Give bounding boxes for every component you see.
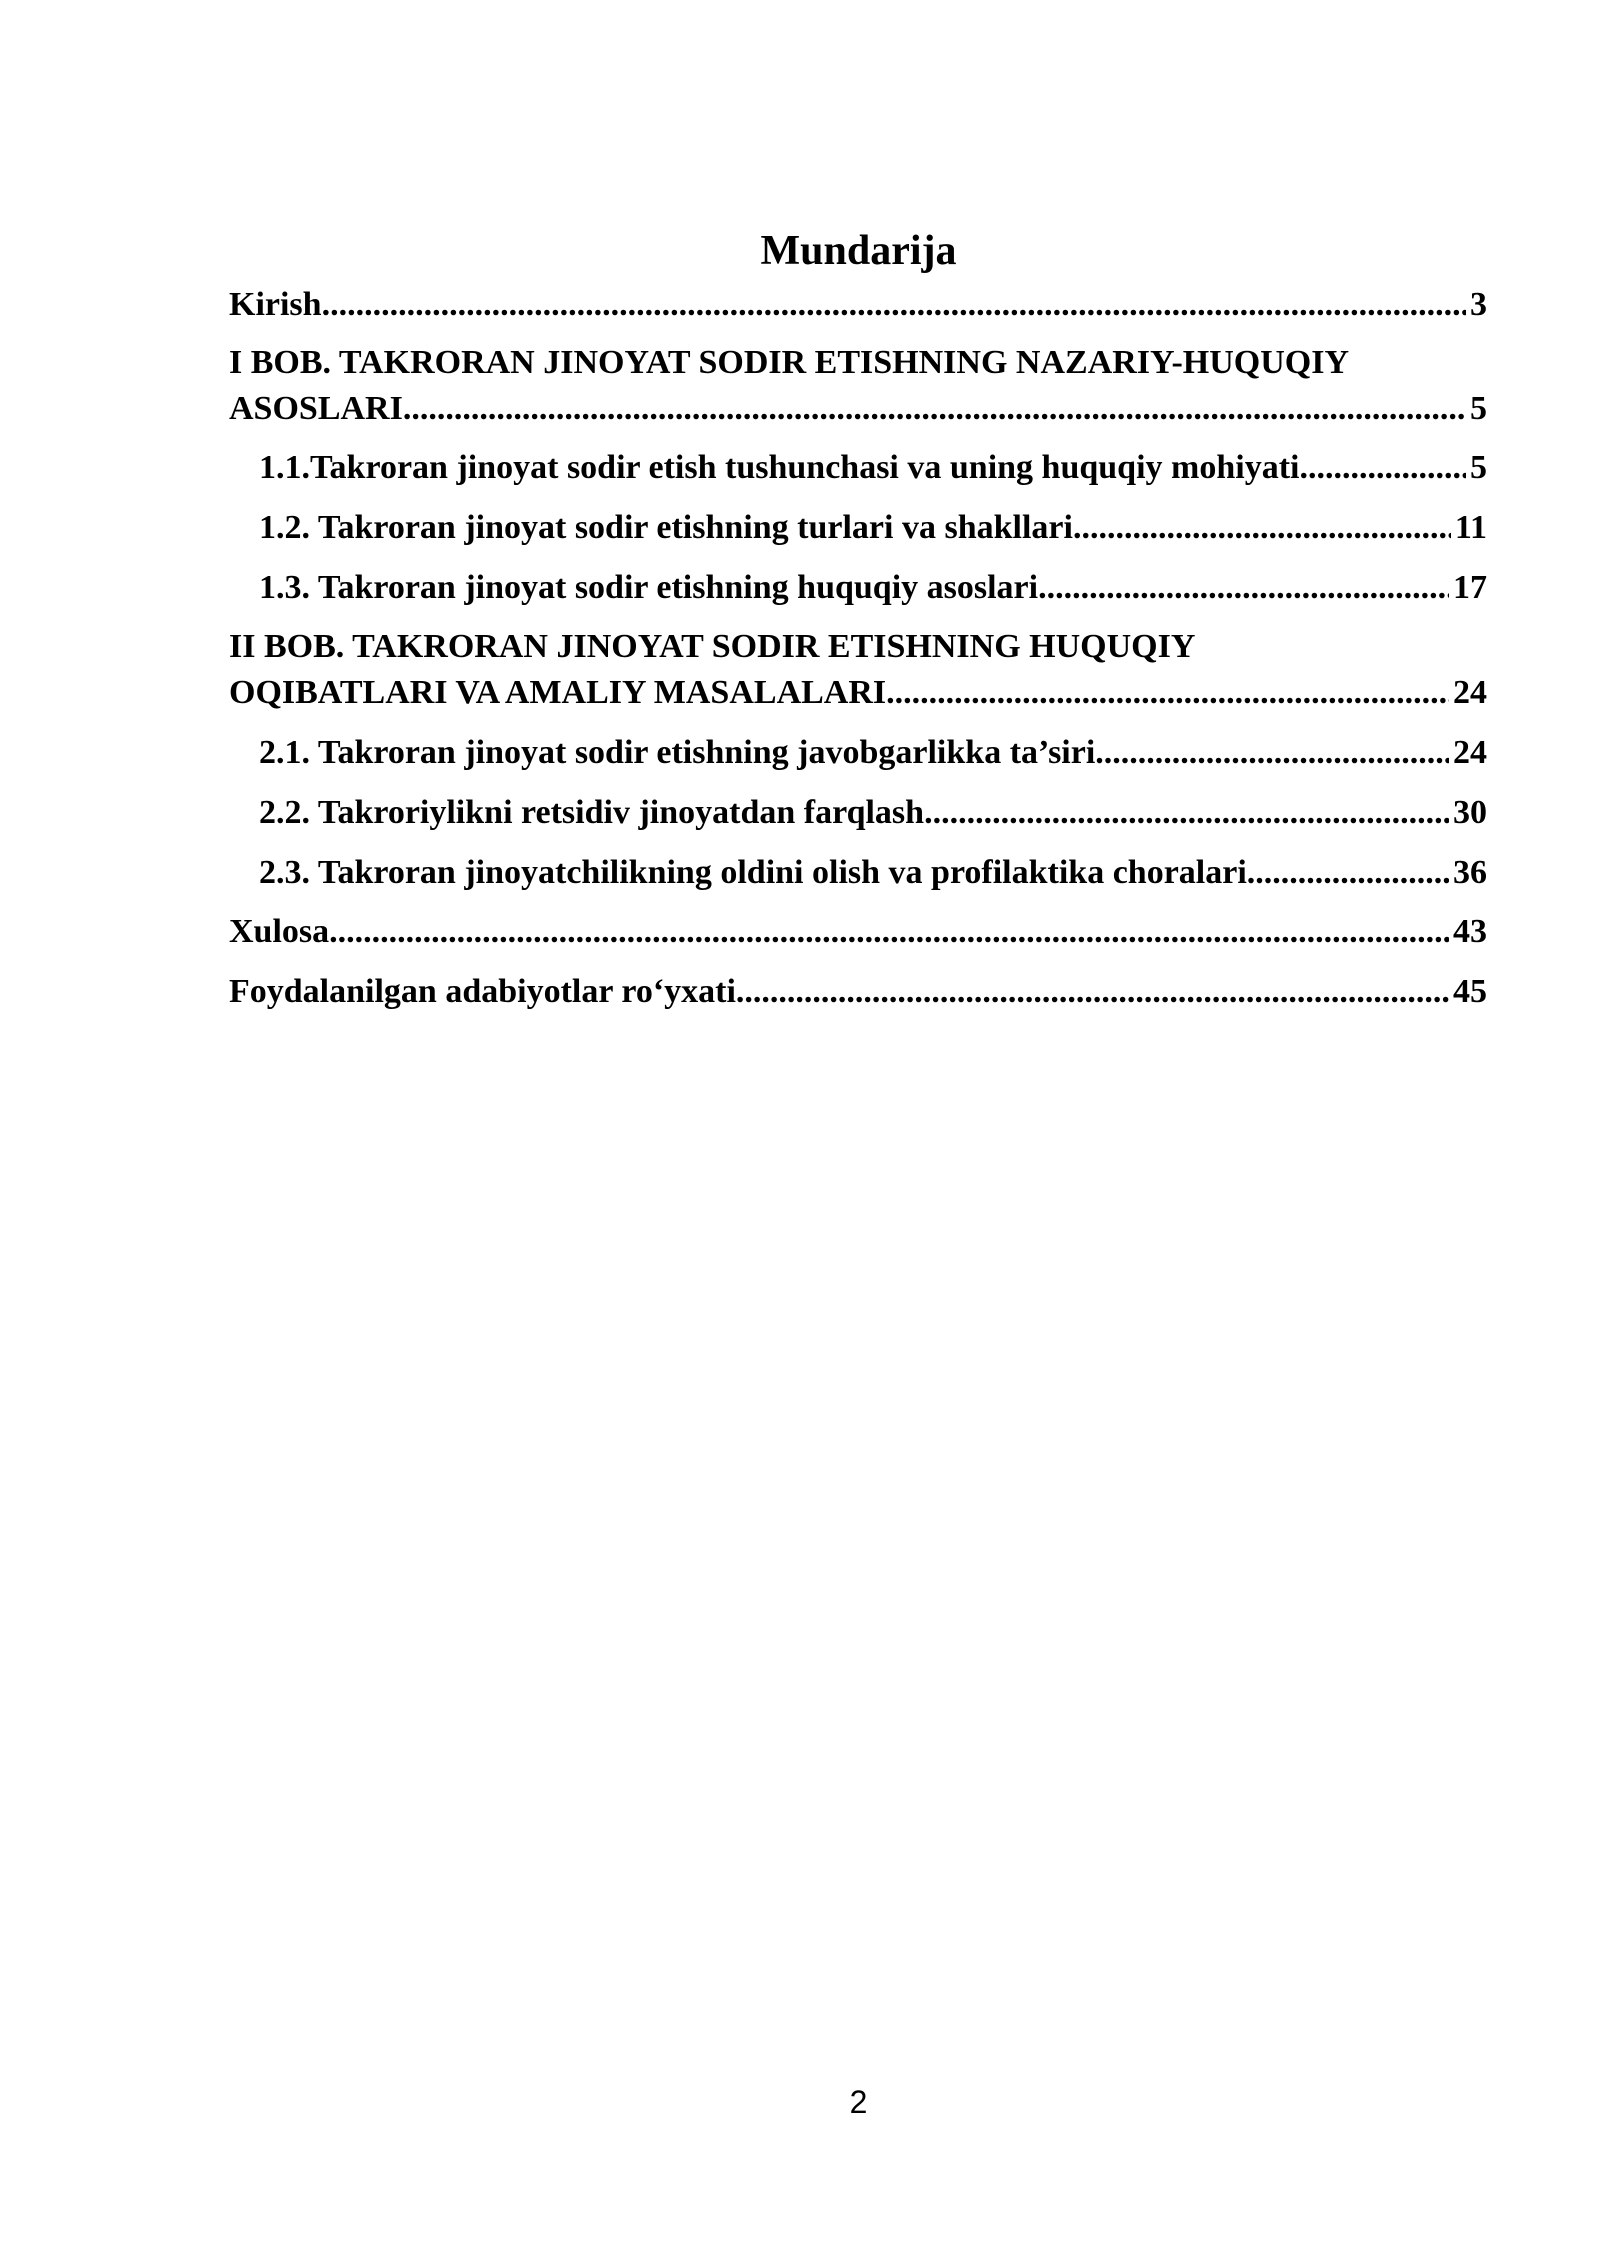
toc-entry-label: 1.1.Takroran jinoyat sodir etish tushunchasi va uning huquqiy mohiyati	[259, 449, 1300, 486]
toc-page-number: 24	[1453, 734, 1487, 771]
toc-page-number: 43	[1453, 913, 1487, 950]
toc-entry-label: Kirish	[229, 286, 322, 323]
toc-entry-chapter-2[interactable]	[229, 624, 1487, 716]
toc-page-number: 5	[1470, 449, 1487, 486]
toc-entry-section-2-1[interactable]	[259, 730, 1487, 776]
table-of-contents	[229, 0, 1487, 1100]
dot-leader	[329, 909, 1449, 955]
toc-entry-label-continued: ASOSLARI	[229, 390, 403, 427]
page-number: 2	[849, 2084, 868, 2120]
dot-leader	[924, 790, 1449, 836]
dot-leader	[403, 386, 1466, 432]
dot-leader	[886, 670, 1449, 716]
toc-entry-label: II BOB. TAKRORAN JINOYAT SODIR ETISHNING HUQUQIY	[229, 628, 1196, 665]
toc-entry-label: 2.3. Takroran jinoyatchilikning oldini olish va profilaktika choralari	[259, 854, 1247, 891]
dot-leader	[1073, 505, 1451, 551]
toc-entry-label-continued: OQIBATLARI VA AMALIY MASALALARI	[229, 674, 887, 711]
toc-page-number: 36	[1453, 854, 1487, 891]
toc-entry-section-1-2[interactable]	[259, 505, 1487, 551]
dot-leader	[1300, 445, 1467, 491]
toc-page-number: 24	[1453, 674, 1487, 711]
toc-entry-label: I BOB. TAKRORAN JINOYAT SODIR ETISHNING NAZARIY-HUQUQIY	[229, 344, 1350, 381]
toc-entry-section-2-2[interactable]	[259, 790, 1487, 836]
toc-entry-chapter-1[interactable]	[229, 340, 1487, 432]
dot-leader	[322, 282, 1466, 328]
toc-entry-label: 1.3. Takroran jinoyat sodir etishning huquqiy asoslari	[259, 569, 1039, 606]
dot-leader	[1038, 565, 1449, 611]
toc-entry-label: 2.1. Takroran jinoyat sodir etishning javobgarlikka ta’siri	[259, 734, 1096, 771]
toc-page-number: 5	[1470, 390, 1487, 427]
toc-entry-label: Foydalanilgan adabiyotlar ro‘yxati	[229, 973, 736, 1010]
dot-leader	[736, 969, 1449, 1015]
toc-entry-label: Xulosa	[229, 913, 330, 950]
toc-entry-references[interactable]	[229, 969, 1487, 1015]
toc-page-number: 3	[1470, 286, 1487, 323]
toc-page-number: 17	[1453, 569, 1487, 606]
toc-entry-section-1-3[interactable]	[259, 565, 1487, 611]
toc-page-number: 45	[1453, 973, 1487, 1010]
toc-entry-section-1-1[interactable]	[259, 445, 1487, 491]
toc-entry-introduction[interactable]	[229, 282, 1487, 328]
toc-entry-section-2-3[interactable]	[259, 850, 1487, 896]
dot-leader	[1247, 850, 1449, 896]
toc-entry-conclusion[interactable]	[229, 909, 1487, 955]
toc-entry-label: 2.2. Takroriylikni retsidiv jinoyatdan farqlash	[259, 794, 925, 831]
page-title: Mundarija	[760, 228, 957, 274]
dot-leader	[1095, 730, 1449, 776]
toc-page-number: 11	[1454, 509, 1487, 546]
toc-entry-label: 1.2. Takroran jinoyat sodir etishning turlari va shakllari	[259, 509, 1073, 546]
toc-page-number: 30	[1453, 794, 1487, 831]
